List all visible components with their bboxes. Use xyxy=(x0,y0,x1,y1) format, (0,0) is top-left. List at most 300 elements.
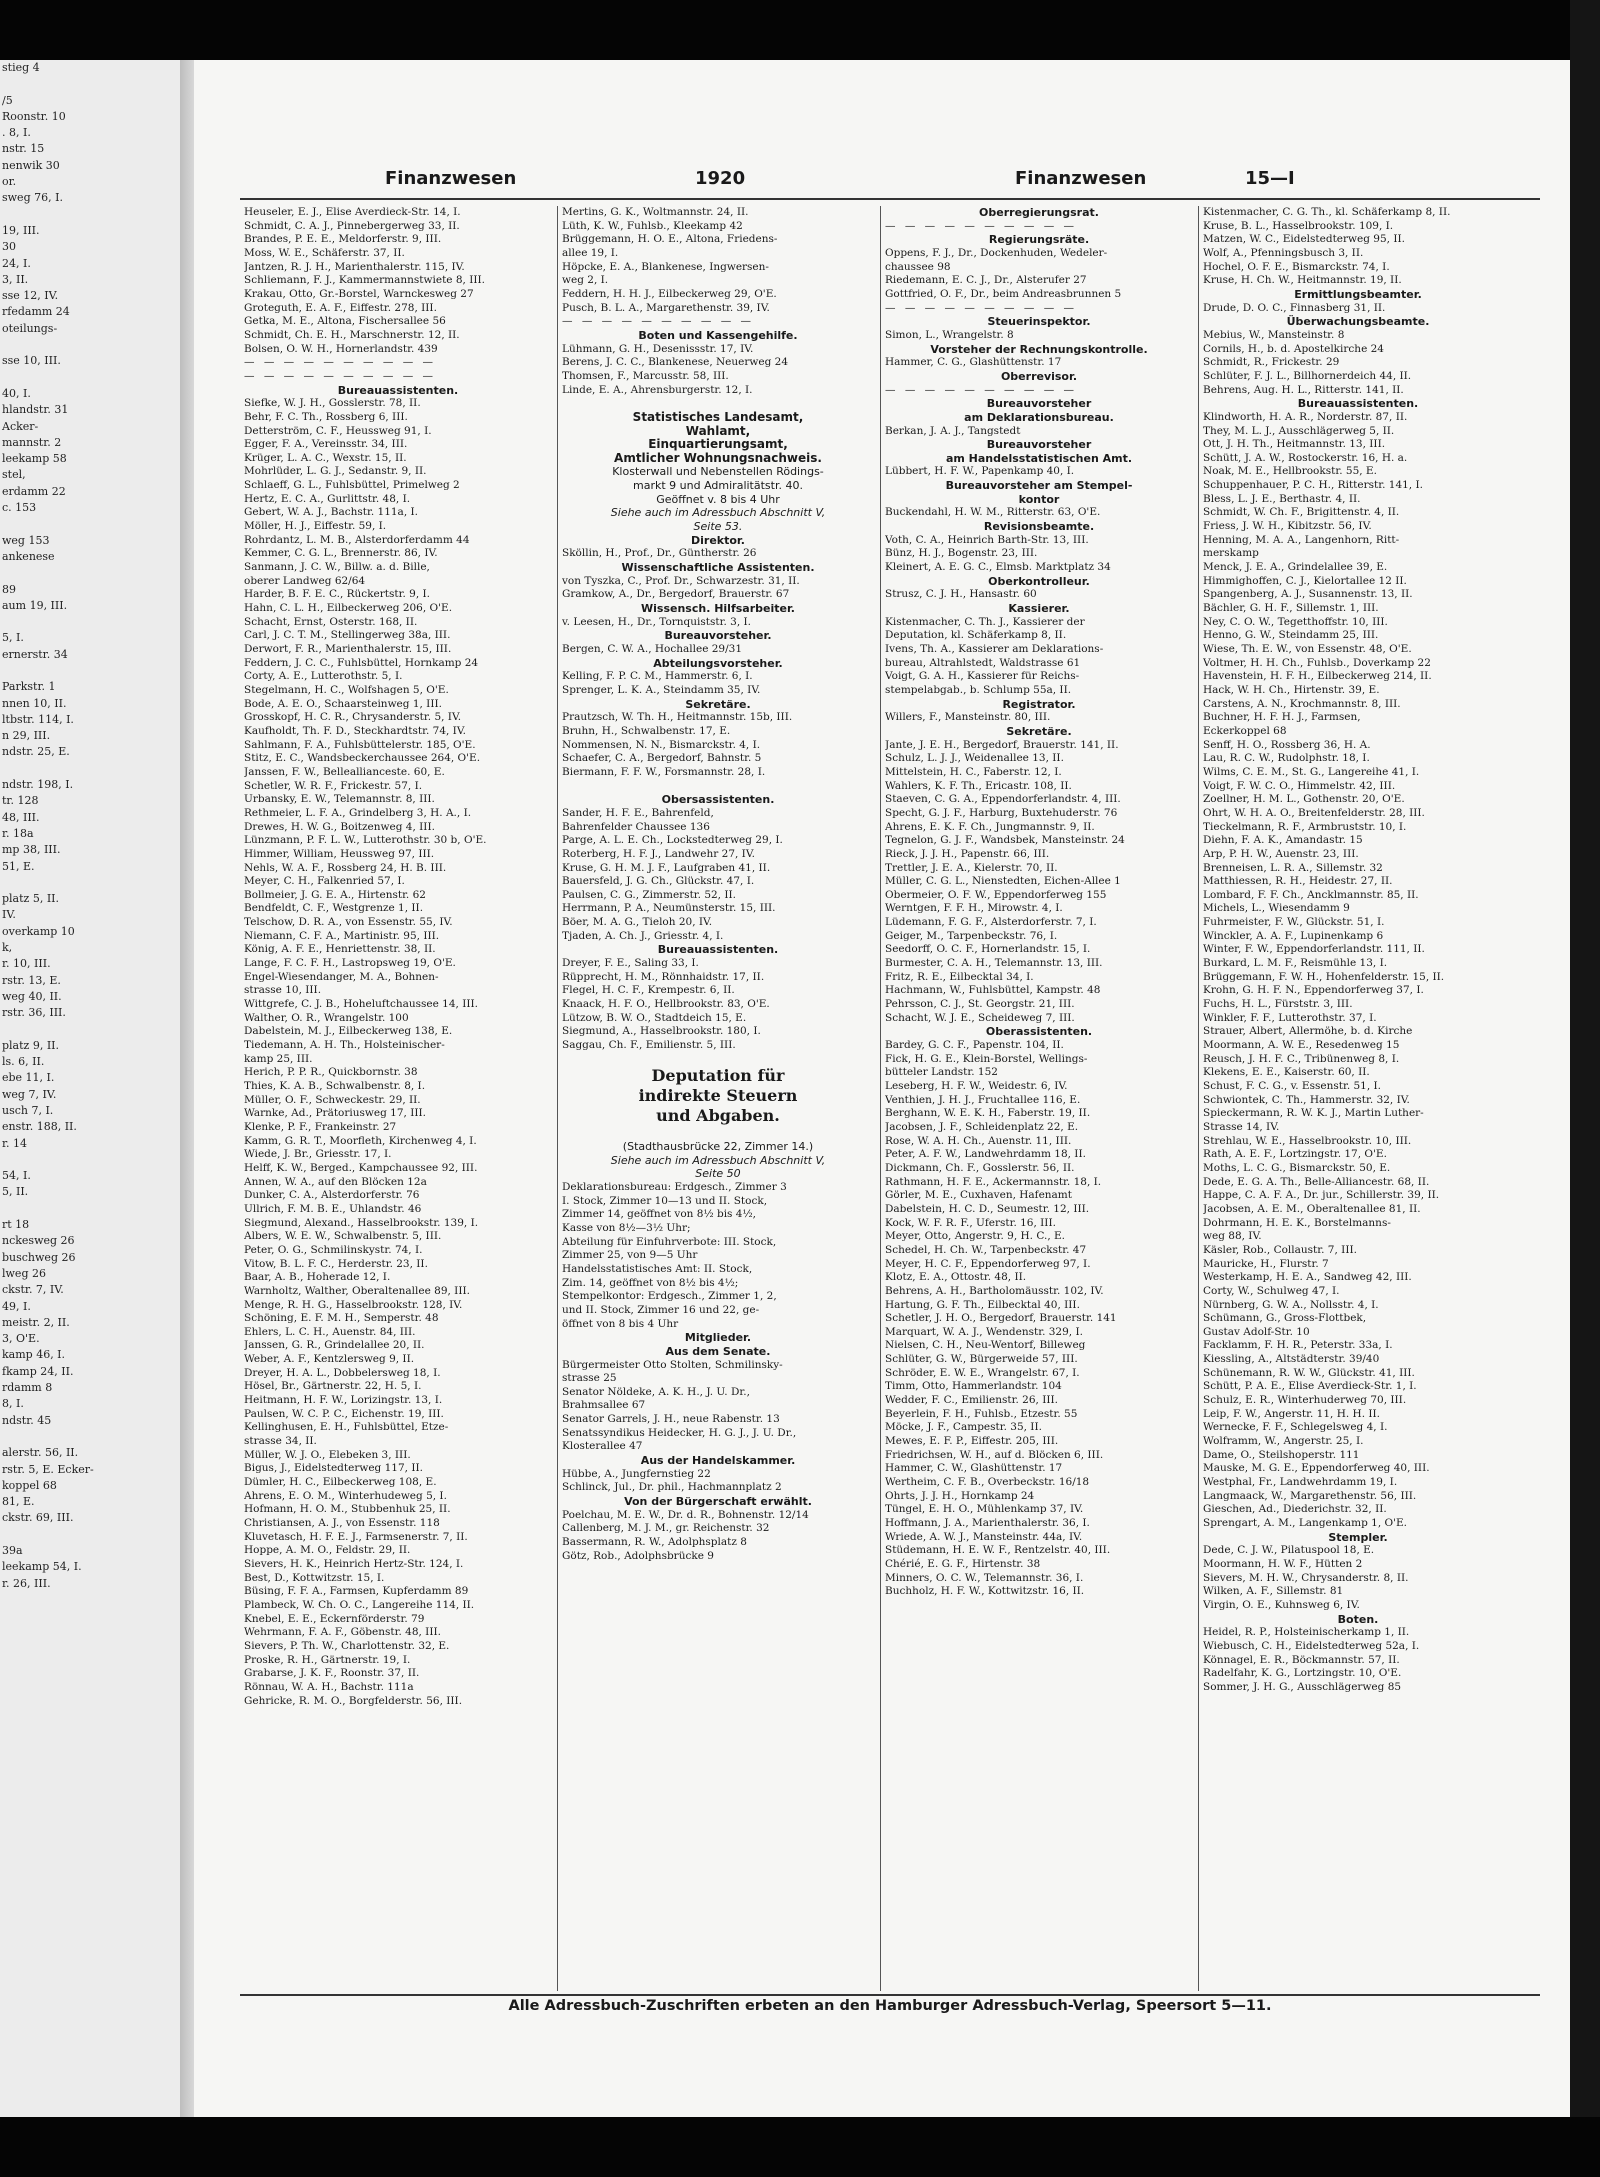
directory-entry: Ivens, Th. A., Kassierer am Deklarations- xyxy=(885,643,1104,655)
directory-entry: Krakau, Otto, Gr.-Borstel, Warnckesweg 27 xyxy=(244,287,474,300)
directory-entry: Kaufholdt, Th. F. D., Steckhardtstr. 74, IV. xyxy=(244,724,466,737)
directory-entry: Pusch, B. L. A., Margarethenstr. 39, IV. xyxy=(562,301,770,314)
section-heading: Mitglieder. xyxy=(684,1331,752,1345)
directory-entry: Himmer, William, Heussweg 97, III. xyxy=(244,847,435,860)
directory-entry: Hübbe, A., Jungfernstieg 22 xyxy=(562,1467,711,1480)
directory-entry: Sanmann, J. C. W., Billw. a. d. Bille, xyxy=(244,561,430,574)
spacer xyxy=(562,1053,874,1067)
directory-entry: Janssen, G. R., Grindelallee 20, II. xyxy=(244,1339,425,1352)
directory-entry: Kruse, B. L., Hasselbrookstr. 109, I. xyxy=(1203,219,1394,232)
directory-entry: Rüpprecht, H. M., Rönnhaidstr. 17, II. xyxy=(562,970,765,983)
directory-entry: Best, D., Kottwitzstr. 15, I. xyxy=(244,1571,385,1584)
directory-entry: Tiedemann, A. H. Th., Holsteinischer- xyxy=(244,1039,445,1052)
directory-entry: Moths, L. C. G., Bismarckstr. 50, E. xyxy=(1203,1161,1391,1174)
directory-entry: Schulz, E. R., Winterhuderweg 70, III. xyxy=(1203,1394,1407,1407)
directory-entry: Timm, Otto, Hammerlandstr. 104 xyxy=(885,1380,1062,1393)
section-heading: Steuerinspektor. xyxy=(987,315,1091,329)
directory-entry: Wehrmann, F. A. F., Göbenstr. 48, III. xyxy=(244,1626,441,1639)
directory-entry: Rethmeier, L. F. A., Grindelberg 3, H. A., I. xyxy=(244,806,472,819)
placeholder-dashes: — — — — — — — — — — xyxy=(244,356,437,369)
directory-entry: Trettler, J. E. A., Kielerstr. 70, II. xyxy=(885,861,1058,874)
directory-entry: Janssen, F. W., Belleallianceste. 60, E. xyxy=(244,765,445,778)
directory-entry: strasse 25 xyxy=(562,1372,617,1385)
directory-entry: Venthien, J. H. J., Fruchtallee 116, E. xyxy=(885,1093,1081,1106)
directory-entry: Rath, A. E. F., Lortzingstr. 17, O'E. xyxy=(1203,1148,1387,1161)
directory-entry: Christiansen, A. J., von Essenstr. 118 xyxy=(244,1517,440,1529)
placeholder-dashes: — — — — — — — — — — xyxy=(562,315,755,328)
directory-entry: Lüdemann, F. G. F., Alsterdorferstr. 7, I. xyxy=(885,916,1097,929)
placeholder-dashes: — — — — — — — — — — xyxy=(885,301,1078,314)
directory-entry: Schaefer, C. A., Bergedorf, Bahnstr. 5 xyxy=(562,752,762,765)
directory-entry: Heidel, R. P., Holsteinischerkamp 1, II. xyxy=(1203,1626,1410,1639)
directory-entry: Schetler, J. H. O., Bergedorf, Brauerstr. 141 xyxy=(885,1312,1117,1325)
directory-entry: Schetler, W. R. F., Frickestr. 57, I. xyxy=(244,779,423,792)
note-line: Siehe auch im Adressbuch Abschnitt V, xyxy=(610,506,826,520)
directory-entry: Dede, C. J. W., Pilatuspool 18, E. xyxy=(1203,1544,1375,1557)
directory-entry: Geiger, M., Tarpenbeckstr. 76, I. xyxy=(885,929,1058,942)
directory-entry: Leip, F. W., Angerstr. 11, H. H. II. xyxy=(1203,1407,1381,1420)
directory-entry: Berghann, W. E. K. H., Faberstr. 19, II. xyxy=(885,1107,1091,1120)
directory-entry: Grabarse, J. K. F., Roonstr. 37, II. xyxy=(244,1667,420,1680)
directory-entry: Tegnelon, G. J. F., Wandsbek, Mansteinstr. 24 xyxy=(885,834,1125,847)
directory-entry: Callenberg, M. J. M., gr. Reichenstr. 32 xyxy=(562,1522,770,1535)
directory-entry: Wedder, F. C., Emilienstr. 26, III. xyxy=(885,1394,1058,1407)
directory-entry: Strasse 14, IV. xyxy=(1203,1120,1280,1133)
book-gutter xyxy=(180,60,194,2117)
directory-entry: Kamm, G. R. T., Moorfleth, Kirchenweg 4, I. xyxy=(244,1134,477,1147)
directory-entry: Dame, O., Steilshoperstr. 111 xyxy=(1203,1448,1360,1461)
directory-entry: Senff, H. O., Rossberg 36, H. A. xyxy=(1203,738,1371,751)
directory-entry: Sievers, H. K., Heinrich Hertz-Str. 124, I. xyxy=(244,1557,464,1570)
directory-entry: Käsler, Rob., Collaustr. 7, III. xyxy=(1203,1243,1357,1256)
section-heading: Wissensch. Hilfsarbeiter. xyxy=(641,602,795,616)
office-title: Statistisches Landesamt, xyxy=(632,409,804,424)
section-heading: Oberkontrolleur. xyxy=(988,574,1090,588)
directory-entry: Stitz, E. C., Wandsbeckerchaussee 264, O'E. xyxy=(244,752,481,765)
directory-entry: Engel-Wiesendanger, M. A., Bohnen- xyxy=(244,970,439,983)
directory-entry: Pehrsson, C. J., St. Georgstr. 21, III. xyxy=(885,998,1075,1011)
directory-entry: Ullrich, F. M. B. E., Uhlandstr. 46 xyxy=(244,1202,422,1215)
directory-entry: Behrens, Aug. H. L., Ritterstr. 141, II. xyxy=(1203,383,1404,396)
directory-entry: Biermann, F. F. W., Forsmannstr. 28, I. xyxy=(562,765,766,778)
section-heading: Sekretäre. xyxy=(1006,724,1072,738)
directory-entry: Winter, F. W., Eppendorferlandstr. 111, II. xyxy=(1203,943,1425,956)
directory-entry: Sahlmann, F. A., Fuhlsbüttelerstr. 185, O'E. xyxy=(244,738,476,751)
directory-entry: Schlaeff, G. L., Fuhlsbüttel, Primelweg 2 xyxy=(244,479,460,492)
directory-entry: Bruhn, H., Schwalbenstr. 17, E. xyxy=(562,724,731,737)
directory-entry: Zoellner, H. M. L., Gothenstr. 20, O'E. xyxy=(1203,793,1405,806)
directory-entry: Schlüter, F. J. L., Billhornerdeich 44, II. xyxy=(1203,369,1412,382)
directory-entry: Matzen, W. C., Eidelstedterweg 95, II. xyxy=(1203,233,1405,246)
footer-rule xyxy=(240,1994,1540,1996)
directory-entry: Friess, J. W. H., Kibitzstr. 56, IV. xyxy=(1203,520,1372,533)
directory-entry: weg 2, I. xyxy=(562,274,609,287)
directory-entry: Bürgermeister Otto Stolten, Schmilinsky- xyxy=(562,1358,783,1371)
directory-entry: Wiese, Th. E. W., von Essenstr. 48, O'E. xyxy=(1203,643,1412,655)
directory-entry: Vitow, B. L. F. C., Herderstr. 23, II. xyxy=(244,1257,428,1270)
note-line: Seite 53. xyxy=(693,520,743,534)
directory-entry: Kelling, F. P. C. M., Hammerstr. 6, I. xyxy=(562,670,753,683)
directory-entry: Hertz, E. C. A., Gurlittstr. 48, I. xyxy=(244,492,411,505)
directory-entry: Dümler, H. C., Eilbeckerweg 108, E. xyxy=(244,1476,437,1489)
directory-entry: Rönnau, W. A. H., Bachstr. 111a xyxy=(244,1680,414,1693)
directory-entry: Flegel, H. C. F., Krempestr. 6, II. xyxy=(562,984,735,997)
directory-entry: Deklarationsbureau: Erdgesch., Zimmer 3 xyxy=(562,1180,787,1193)
directory-entry: Lange, F. C. F. H., Lastropsweg 19, O'E. xyxy=(244,957,456,970)
directory-entry: Strusz, C. J. H., Hansastr. 60 xyxy=(885,588,1037,601)
directory-entry: Mauricke, H., Flurstr. 7 xyxy=(1203,1257,1329,1270)
directory-entry: Kruse, G. H. M. J. F., Laufgraben 41, II. xyxy=(562,861,771,874)
section-heading: am Deklarationsbureau. xyxy=(964,410,1114,424)
directory-entry: stempelabgab., b. Schlump 55a, II. xyxy=(885,683,1072,696)
directory-entry: Lombard, F. F. Ch., Ancklmannstr. 85, II. xyxy=(1203,888,1419,901)
directory-entry: Senator Garrels, J. H., neue Rabenstr. 13 xyxy=(562,1413,780,1426)
directory-entry: Schütt, J. A. W., Rostockerstr. 16, H. a. xyxy=(1203,451,1408,464)
section-heading: Regierungsräte. xyxy=(988,233,1090,247)
directory-entry: Siegmund, A., Hasselbrookstr. 180, I. xyxy=(562,1025,761,1038)
directory-entry: von Tyszka, C., Prof. Dr., Schwarzestr. 31, II. xyxy=(562,574,800,587)
directory-entry: Cornils, H., b. d. Apostelkirche 24 xyxy=(1203,342,1384,355)
placeholder-dashes: — — — — — — — — — — xyxy=(244,369,437,382)
directory-entry: Jacobsen, A. E. M., Oberaltenallee 81, II. xyxy=(1203,1202,1421,1215)
directory-entry: Strauer, Albert, Allermöhe, b. d. Kirche xyxy=(1203,1025,1413,1038)
directory-entry: Hachmann, W., Fuhlsbüttel, Kampstr. 48 xyxy=(885,984,1101,997)
section-heading: Oberregierungsrat. xyxy=(979,206,1099,219)
directory-entry: Rathmann, H. F. E., Ackermannstr. 18, I. xyxy=(885,1175,1102,1188)
directory-entry: Virgin, O. E., Kuhnsweg 6, IV. xyxy=(1203,1598,1360,1611)
directory-entry: Noak, M. E., Hellbrookstr. 55, E. xyxy=(1203,465,1377,478)
directory-entry: Reusch, J. H. F. C., Tribünenweg 8, I. xyxy=(1203,1052,1400,1065)
directory-entry: Dohrmann, H. E. K., Borstelmanns- xyxy=(1203,1216,1391,1229)
section-heading: Aus dem Senate. xyxy=(665,1344,771,1358)
directory-entry: Zimmer 25, von 9—5 Uhr xyxy=(562,1249,698,1262)
note-line: markt 9 und Admiralitätstr. 40. xyxy=(633,479,803,493)
directory-entry: Dreyer, H. A. L., Dobbelersweg 18, I. xyxy=(244,1366,441,1379)
scan-border-bottom xyxy=(0,2117,1600,2177)
directory-entry: Carl, J. C. T. M., Stellingerweg 38a, III. xyxy=(244,629,451,642)
directory-entry: Berens, J. C. C., Blankenese, Neuerweg 24 xyxy=(562,356,789,369)
directory-entry: Behrens, A. H., Bartholomäusstr. 102, IV. xyxy=(885,1284,1104,1297)
directory-entry: Corty, W., Schulweg 47, I. xyxy=(1203,1284,1340,1297)
directory-entry: Heuseler, E. J., Elise Averdieck-Str. 14, I. xyxy=(244,206,461,218)
directory-entry: Bahrenfelder Chaussee 136 xyxy=(562,820,710,833)
page-number: 15—I xyxy=(1245,168,1295,189)
directory-entry: Schust, F. C. G., v. Essenstr. 51, I. xyxy=(1203,1080,1382,1092)
directory-entry: Handelsstatistisches Amt: II. Stock, xyxy=(562,1262,753,1275)
directory-entry: Willers, F., Mansteinstr. 80, III. xyxy=(885,711,1051,724)
section-heading: Revisionsbeamte. xyxy=(983,520,1095,534)
directory-entry: Hösel, Br., Gärtnerstr. 22, H. 5, I. xyxy=(244,1380,422,1393)
directory-entry: strasse 34, II. xyxy=(244,1435,317,1448)
directory-entry: Thies, K. A. B., Schwalbenstr. 8, I. xyxy=(244,1080,426,1092)
directory-entry: Bergen, C. W. A., Hochallee 29/31 xyxy=(562,643,743,655)
directory-entry: Seedorff, O. C. F., Hornerlandstr. 15, I. xyxy=(885,943,1091,956)
section-heading: Registrator. xyxy=(1002,697,1076,711)
directory-entry: Voigt, G. A. H., Kassierer für Reichs- xyxy=(885,670,1080,683)
directory-entry: Klenke, P. F., Frankeinstr. 27 xyxy=(244,1120,397,1133)
column-divider xyxy=(1198,206,1199,1991)
directory-entry: Herich, P. P. R., Quickbornstr. 38 xyxy=(244,1066,418,1079)
directory-entry: Peter, O. G., Schmilinskystr. 74, I. xyxy=(244,1243,423,1256)
directory-entry: Moormann, H. W. F., Hütten 2 xyxy=(1203,1557,1363,1570)
directory-entry: Klindworth, H. A. R., Norderstr. 87, II. xyxy=(1203,410,1408,423)
directory-entry: Möller, H. J., Eiffestr. 59, I. xyxy=(244,520,387,533)
directory-entry: Gramkow, A., Dr., Bergedorf, Brauerstr. 67 xyxy=(562,588,790,601)
section-heading: Bureauassistenten. xyxy=(337,383,459,397)
directory-entry: Klekens, E. E., Kaiserstr. 60, II. xyxy=(1203,1066,1370,1079)
header-rule xyxy=(240,198,1540,200)
directory-entry: Ohrt, W. H. A. O., Breitenfelderstr. 28, III. xyxy=(1203,806,1425,819)
directory-entry: Burkard, L. M. F., Reismühle 13, I. xyxy=(1203,957,1388,970)
section-heading: Boten. xyxy=(1337,1612,1379,1626)
directory-entry: merskamp xyxy=(1203,547,1259,560)
section-heading: Von der Bürgerschaft erwählt. xyxy=(624,1495,812,1509)
directory-entry: Facklamm, F. H. R., Peterstr. 33a, I. xyxy=(1203,1339,1393,1352)
directory-entry: Hammer, C. G., Glashüttenstr. 17 xyxy=(885,356,1062,369)
placeholder-dashes: — — — — — — — — — — xyxy=(885,219,1078,232)
directory-entry: Könnagel, E. R., Böckmannstr. 57, II. xyxy=(1203,1653,1400,1666)
directory-entry: Marquart, W. A. J., Wendenstr. 329, I. xyxy=(885,1325,1083,1338)
section-title: Deputation für xyxy=(651,1066,785,1086)
directory-entry: Ott, J. H. Th., Heitmannstr. 13, III. xyxy=(1203,438,1386,451)
directory-entry: Voth, C. A., Heinrich Barth-Str. 13, III. xyxy=(885,533,1089,546)
directory-entry: Drewes, H. W. G., Boitzenweg 4, III. xyxy=(244,820,435,833)
directory-entry: Senator Nöldeke, A. K. H., J. U. Dr., xyxy=(562,1385,750,1398)
directory-entry: Lühmann, G. H., Desenissstr. 17, IV. xyxy=(562,342,754,355)
column-divider xyxy=(880,206,881,1991)
spacer xyxy=(562,780,874,794)
header-right: Finanzwesen xyxy=(1015,168,1147,189)
directory-entry: Zim. 14, geöffnet von 8½ bis 4½; xyxy=(562,1276,739,1289)
directory-entry: Schulz, L. J. J., Weidenallee 13, II. xyxy=(885,752,1064,765)
directory-entry: Nehls, W. A. F., Rossberg 24, H. B. III. xyxy=(244,861,447,874)
directory-entry: Schöning, E. F. M. H., Semperstr. 48 xyxy=(244,1312,439,1325)
directory-entry: Krohn, G. H. F. N., Eppendorferweg 37, I. xyxy=(1203,984,1424,997)
directory-entry: Mewes, E. F. P., Eiffestr. 205, III. xyxy=(885,1435,1059,1448)
directory-entry: Moormann, A. W. E., Resedenweg 15 xyxy=(1203,1039,1400,1052)
column-2 xyxy=(562,206,874,1996)
directory-entry: Riedemann, E. C. J., Dr., Alsterufer 27 xyxy=(885,274,1087,287)
directory-entry: Schünemann, R. W. W., Glückstr. 41, III. xyxy=(1203,1366,1415,1379)
column-divider xyxy=(557,206,558,1991)
directory-entry: Jantzen, R. J. H., Marienthalerstr. 115, IV. xyxy=(244,260,465,273)
directory-entry: Dabelstein, M. J., Eilbeckerweg 138, E. xyxy=(244,1025,453,1038)
directory-entry: Müller, C. G. L., Nienstedten, Eichen-Allee 1 xyxy=(885,875,1121,888)
office-title: Amtlicher Wohnungsnachweis. xyxy=(614,450,822,465)
directory-entry: Kock, W. F. R. F., Uferstr. 16, III. xyxy=(885,1216,1056,1229)
directory-entry: Poelchau, M. E. W., Dr. d. R., Bohnenstr. 12/14 xyxy=(562,1508,809,1521)
directory-entry: Stempelkontor: Erdgesch., Zimmer 1, 2, xyxy=(562,1290,777,1303)
directory-entry: Wolframm, W., Angerstr. 25, I. xyxy=(1203,1435,1364,1448)
directory-entry: Nommensen, N. N., Bismarckstr. 4, I. xyxy=(562,738,761,751)
directory-entry: Fuhrmeister, F. W., Glückstr. 51, I. xyxy=(1203,916,1385,929)
directory-entry: Havenstein, H. F. H., Eilbeckerweg 214, II. xyxy=(1203,670,1432,683)
directory-entry: Corty, A. E., Lutterothstr. 5, I. xyxy=(244,670,403,683)
directory-entry: Proske, R. H., Gärtnerstr. 19, I. xyxy=(244,1653,411,1666)
directory-entry: Ohrts, J. J. H., Hornkamp 24 xyxy=(885,1489,1035,1502)
directory-entry: Wahlers, K. F. Th., Ericastr. 108, II. xyxy=(885,779,1072,792)
directory-entry: Lützow, B. W. O., Stadtdeich 15, E. xyxy=(562,1011,747,1024)
section-heading: Abteilungsvorsteher. xyxy=(653,656,783,670)
column-3 xyxy=(885,206,1193,1996)
directory-entry: Meyer, C. H., Falkenried 57, I. xyxy=(244,875,405,888)
directory-entry: Michels, L., Wiesendamm 9 xyxy=(1203,902,1350,915)
directory-entry: I. Stock, Zimmer 10—13 und II. Stock, xyxy=(562,1194,768,1207)
directory-entry: Heitmann, H. F. W., Lorizingstr. 13, I. xyxy=(244,1394,443,1407)
previous-page-strip xyxy=(0,60,180,2117)
directory-entry: Menge, R. H. G., Hasselbrookstr. 128, IV. xyxy=(244,1298,463,1311)
directory-entry: Schuppenhauer, P. C. H., Ritterstr. 141, I. xyxy=(1203,479,1423,492)
directory-entry: Wilms, C. E. M., St. G., Langereihe 41, I. xyxy=(1203,765,1420,778)
section-heading: Stempler. xyxy=(1328,1530,1388,1544)
directory-entry: Stüdemann, H. E. W. F., Rentzelstr. 40, III. xyxy=(885,1544,1111,1557)
directory-entry: Hochel, O. F. E., Bismarckstr. 74, I. xyxy=(1203,260,1390,273)
directory-entry: Sprenger, L. K. A., Steindamm 35, IV. xyxy=(562,683,761,696)
directory-entry: Nürnberg, G. W. A., Nollsstr. 4, I. xyxy=(1203,1298,1379,1311)
directory-entry: Kleinert, A. E. G. C., Elmsb. Marktplatz 34 xyxy=(885,561,1111,574)
directory-entry: Dreyer, F. E., Saling 33, I. xyxy=(562,957,699,970)
section-heading: Aus der Handelskammer. xyxy=(640,1454,796,1468)
directory-entry: Tüngel, E. H. O., Mühlenkamp 37, IV. xyxy=(885,1503,1084,1516)
directory-entry: Kellinghusen, E. H., Fuhlsbüttel, Etze- xyxy=(244,1421,449,1434)
directory-entry: Radelfahr, K. G., Lortzingstr. 10, O'E. xyxy=(1203,1667,1402,1680)
directory-entry: Dede, E. G. A. Th., Belle-Alliancestr. 68, II. xyxy=(1203,1175,1430,1188)
directory-entry: Bächler, G. H. F., Sillemstr. 1, III. xyxy=(1203,602,1379,615)
directory-entry: Thomsen, F., Marcusstr. 58, III. xyxy=(562,369,729,382)
note-line: Seite 50 xyxy=(695,1167,741,1181)
directory-entry: Brüggemann, H. O. E., Altona, Friedens- xyxy=(562,233,778,246)
directory-entry: Mauske, M. G. E., Eppendorferweg 40, III. xyxy=(1203,1462,1430,1475)
section-title: und Abgaben. xyxy=(656,1106,780,1126)
directory-entry: Carstens, A. N., Krochmannstr. 8, III. xyxy=(1203,697,1401,710)
directory-entry: Prautzsch, W. Th. H., Heitmannstr. 15b, III. xyxy=(562,711,793,724)
directory-entry: Büsing, F. F. A., Farmsen, Kupferdamm 89 xyxy=(244,1585,469,1598)
directory-entry: Görler, M. E., Cuxhaven, Hafenamt xyxy=(885,1189,1072,1202)
directory-entry: Stegelmann, H. C., Wolfshagen 5, O'E. xyxy=(244,683,449,696)
directory-entry: Knaack, H. F. O., Hellbrookstr. 83, O'E. xyxy=(562,998,770,1011)
header-left: Finanzwesen xyxy=(385,168,517,189)
section-heading: Vorsteher der Rechnungskontrolle. xyxy=(930,342,1148,356)
directory-entry: Hammer, C. W., Glashüttenstr. 17 xyxy=(885,1462,1063,1475)
directory-entry: Deputation, kl. Schäferkamp 8, II. xyxy=(885,629,1067,642)
directory-entry: Brandes, P. E. E., Meldorferstr. 9, III. xyxy=(244,233,442,246)
directory-entry: v. Leesen, H., Dr., Tornquiststr. 3, I. xyxy=(562,615,751,628)
directory-entry: Bollmeier, J. G. E. A., Hirtenstr. 62 xyxy=(244,888,426,901)
directory-entry: Burmester, C. A. H., Telemannstr. 13, III. xyxy=(885,957,1103,970)
directory-entry: strasse 10, III. xyxy=(244,984,322,997)
header-year: 1920 xyxy=(695,168,746,189)
section-heading: Obersassistenten. xyxy=(661,793,775,807)
directory-entry: Wiede, J. Br., Griesstr. 17, I. xyxy=(244,1148,392,1161)
directory-entry: Dickmann, Ch. F., Gosslerstr. 56, II. xyxy=(885,1161,1075,1174)
directory-entry: Berkan, J. A. J., Tangstedt xyxy=(885,424,1021,437)
directory-entry: Schedel, H. Ch. W., Tarpenbeckstr. 47 xyxy=(885,1243,1087,1256)
directory-entry: Rieck, J. J. H., Papenstr. 66, III. xyxy=(885,847,1050,860)
directory-entry: Wiebusch, C. H., Eidelstedterweg 52a, I. xyxy=(1203,1639,1420,1652)
directory-entry: oberer Landweg 62/64 xyxy=(244,574,366,587)
directory-entry: Simon, L., Wrangelstr. 8 xyxy=(885,328,1014,341)
directory-entry: Sievers, P. Th. W., Charlottenstr. 32, E. xyxy=(244,1639,450,1652)
directory-entry: Westerkamp, H. E. A., Sandweg 42, III. xyxy=(1203,1271,1412,1284)
directory-entry: Schmidt, R., Frickestr. 29 xyxy=(1203,356,1340,369)
directory-entry: Albers, W. E. W., Schwalbenstr. 5, III. xyxy=(244,1230,442,1243)
directory-entry: Wittgrefe, C. J. B., Hoheluftchaussee 14, III. xyxy=(244,998,478,1011)
section-heading: Ermittlungsbeamter. xyxy=(1294,287,1422,301)
directory-entry: Linde, E. A., Ahrensburgerstr. 12, I. xyxy=(562,383,753,396)
directory-entry: Kluvetasch, H. F. E. J., Farmsenerstr. 7, II. xyxy=(244,1530,468,1543)
directory-entry: Getka, M. E., Altona, Fischersallee 56 xyxy=(244,315,446,328)
section-heading: Oberrevisor. xyxy=(1000,369,1078,383)
directory-entry: Krüger, L. A. C., Wexstr. 15, II. xyxy=(244,451,407,464)
directory-entry: Specht, G. J. F., Harburg, Buxtehuderstr. 76 xyxy=(885,806,1118,819)
directory-entry: Kasse von 8½—3½ Uhr; xyxy=(562,1221,691,1234)
directory-entry: Gehricke, R. M. O., Borgfelderstr. 56, III. xyxy=(244,1694,463,1707)
directory-entry: Westphal, Fr., Landwehrdamm 19, I. xyxy=(1203,1476,1398,1489)
office-title: Wahlamt, xyxy=(685,423,751,438)
directory-entry: Schlüter, G. W., Bürgerweide 57, III. xyxy=(885,1353,1078,1366)
section-heading: Bureauvorsteher xyxy=(986,397,1092,411)
directory-entry: chaussee 98 xyxy=(885,260,951,273)
directory-entry: Winckler, A. A. F., Lupinenkamp 6 xyxy=(1203,929,1384,942)
directory-entry: Paulsen, W. C. P. C., Eichenstr. 19, III. xyxy=(244,1407,444,1420)
section-heading: kontor xyxy=(1018,492,1060,506)
directory-entry: Hartung, G. F. Th., Eilbecktal 40, III. xyxy=(885,1298,1080,1311)
directory-entry: Gottfried, O. F., Dr., beim Andreasbrunnen 5 xyxy=(885,287,1122,300)
column-4 xyxy=(1203,206,1513,1996)
directory-entry: Egger, F. A., Vereinsstr. 34, III. xyxy=(244,438,408,451)
directory-entry: Senatssyndikus Heidecker, H. G. J., J. U. Dr., xyxy=(562,1426,797,1439)
directory-entry: Schwiontek, C. Th., Hammerstr. 32, IV. xyxy=(1203,1093,1410,1106)
section-heading: Oberassistenten. xyxy=(985,1025,1093,1039)
directory-entry: Schacht, W. J. E., Scheideweg 7, III. xyxy=(885,1011,1075,1024)
directory-entry: Brenneisen, L. R. A., Sillemstr. 32 xyxy=(1203,861,1383,874)
directory-entry: bütteler Landstr. 152 xyxy=(885,1066,998,1079)
directory-entry: Fick, H. G. E., Klein-Borstel, Wellings- xyxy=(885,1052,1088,1065)
directory-entry: Sievers, M. H. W., Chrysanderstr. 8, II. xyxy=(1203,1571,1409,1584)
directory-entry: Bigus, J., Eidelstedterweg 117, II. xyxy=(244,1462,423,1475)
spacer xyxy=(562,1126,874,1140)
directory-entry: Wilken, A. F., Sillemstr. 81 xyxy=(1203,1585,1344,1598)
directory-entry: They, M. L. J., Ausschlägerweg 5, II. xyxy=(1203,424,1395,437)
directory-entry: Siefke, W. J. H., Gosslerstr. 78, II. xyxy=(244,397,421,410)
directory-entry: Werntgen, F. F. H., Mirowstr. 4, I. xyxy=(885,902,1063,915)
directory-entry: Voltmer, H. H. Ch., Fuhlsb., Doverkamp 22 xyxy=(1203,656,1431,669)
section-heading: Bureauvorsteher. xyxy=(664,629,772,643)
section-heading: Bureauassistenten. xyxy=(657,943,779,957)
directory-entry: Saggau, Ch. F., Emilienstr. 5, III. xyxy=(562,1039,736,1052)
directory-entry: Feddern, J. C. C., Fuhlsbüttel, Hornkamp 24 xyxy=(244,656,479,669)
directory-entry: Detterström, C. F., Heussweg 91, I. xyxy=(244,424,432,437)
directory-entry: Meyer, H. C. F., Eppendorferweg 97, I. xyxy=(885,1257,1091,1270)
scan-border-right xyxy=(1570,0,1600,2177)
directory-entry: Hoppe, A. M. O., Feldstr. 29, II. xyxy=(244,1544,411,1557)
directory-entry: Spieckermann, R. W. K. J., Martin Luther- xyxy=(1203,1107,1424,1120)
directory-entry: Helff, K. W., Berged., Kampchaussee 92, III. xyxy=(244,1161,478,1174)
directory-entry: Warnke, Ad., Prätoriusweg 17, III. xyxy=(244,1107,426,1120)
directory-entry: Klotz, E. A., Ottostr. 48, II. xyxy=(885,1271,1027,1284)
directory-entry: Beyerlein, F. H., Fuhlsb., Etzestr. 55 xyxy=(885,1407,1078,1420)
directory-entry: Minners, O. C. W., Telemannstr. 36, I. xyxy=(885,1571,1084,1584)
directory-entry: Brüggemann, F. W. H., Hohenfelderstr. 15, II. xyxy=(1203,970,1445,983)
directory-entry: Weber, A. F., Kentzlersweg 9, II. xyxy=(244,1353,415,1366)
directory-entry: Hoffmann, J. A., Marienthalerstr. 36, I. xyxy=(885,1517,1090,1529)
directory-entry: Hack, W. H. Ch., Hirtenstr. 39, E. xyxy=(1203,683,1380,696)
note-line: Geöffnet v. 8 bis 4 Uhr xyxy=(656,492,780,506)
directory-entry: Telschow, D. R. A., von Essenstr. 55, IV. xyxy=(244,916,453,929)
directory-entry: Schümann, G., Gross-Flottbek, xyxy=(1203,1312,1367,1325)
directory-entry: Eckerkoppel 68 xyxy=(1203,724,1287,737)
directory-entry: Oppens, F. J., Dr., Dockenhuden, Wedeler- xyxy=(885,246,1108,259)
